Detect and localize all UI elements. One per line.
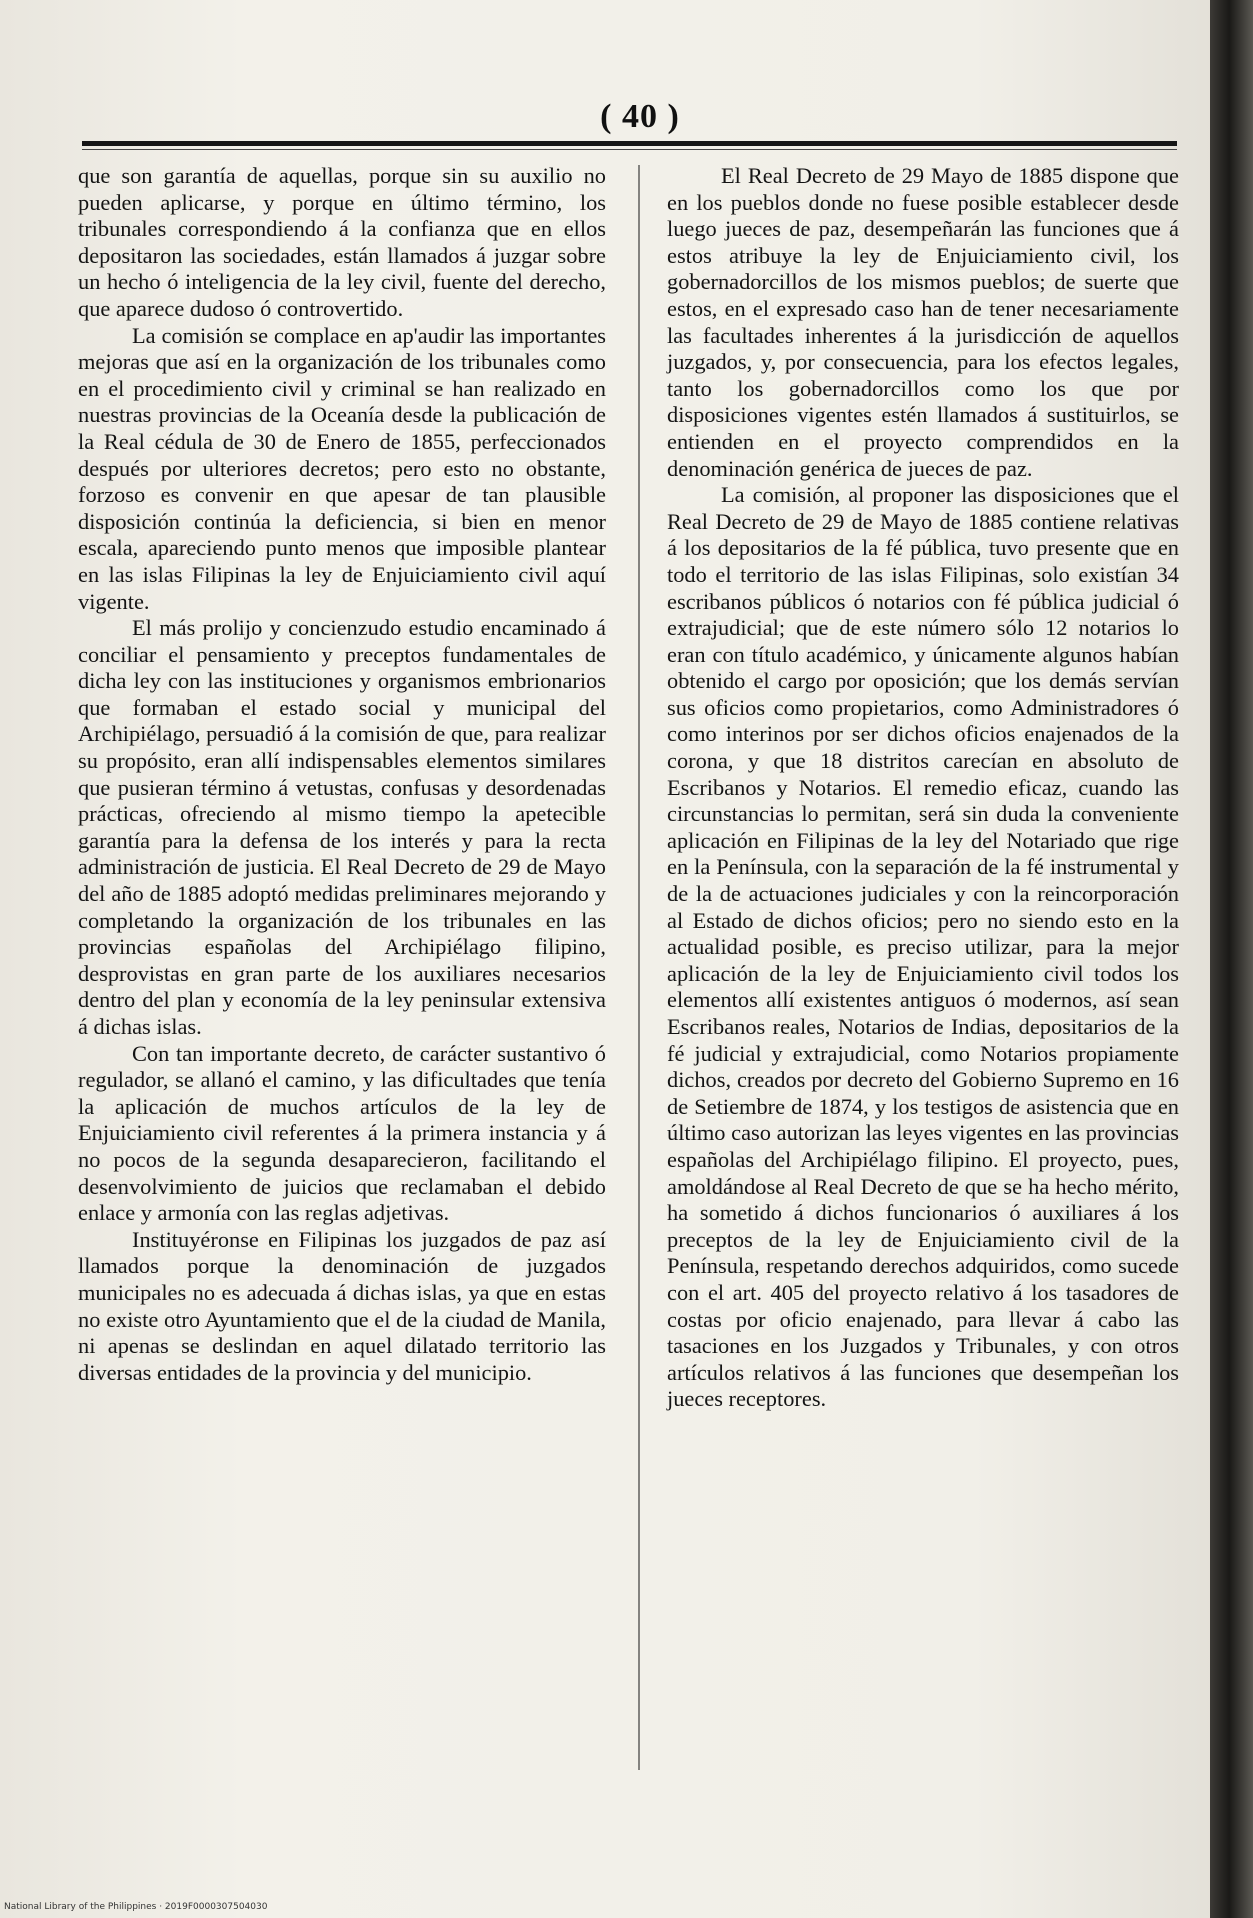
header-rule-thin [82, 149, 1177, 150]
left-paragraph-1: que son garantía de aquellas, porque sin su auxilio no pueden aplicarse, y porque en último término, los tribunales correspondiendo á la confianza que en ellos depositaron las sociedades, están llamados á juzgar sobre un hecho ó inteligencia de la ley civil, fuente del derecho, que aparece dudoso ó controvertido. [78, 163, 606, 321]
header-rule [82, 141, 1177, 146]
page-number: ( 40 ) [600, 98, 680, 135]
left-paragraph-2: La comisión se complace en ap'audir las importantes mejoras que así en la organización de los tribunales como en el procedimiento civil y criminal se han realizado en nuestras provincias de la Oceanía desde la publicación de la Real cédula de 30 de Enero de 1855, perfeccionados después por ulteriores decretos; pero esto no obstante, forzoso es convenir en que apesar de tan plausible disposición continúa la deficiencia, si bien en menor escala, apareciendo punto menos que imposible plantear en las islas Filipinas la ley de Enjuiciamiento civil aquí vigente. [78, 322, 606, 614]
book-binding-edge [1210, 0, 1253, 1918]
right-paragraph-1: El Real Decreto de 29 Mayo de 1885 dispone que en los pueblos donde no fuese posible establecer desde luego jueces de paz, desempeñarán las funciones que á estos atribuye la ley de Enjuiciamiento civil, los gobernadorcillos de los mismos pueblos; de suerte que estos, en el expresado caso han de tener necesariamente las facultades inherentes á la jurisdicción de aquellos juzgados, y, por consecuencia, para los efectos legales, tanto los gobernadorcillos como los que por disposiciones vigentes estén llamados á sustituirlos, se entienden en el proyecto comprendidos en la denominación genérica de jueces de paz. [667, 163, 1179, 481]
right-column [667, 163, 1179, 1413]
right-paragraph-2: La comisión, al proponer las disposiciones que el Real Decreto de 29 de Mayo de 1885 contiene relativas á los depositarios de la fé pública, tuvo presente que en todo el territorio de las islas Filipinas, solo existían 34 escribanos públicos ó notarios con fé pública judicial ó extrajudicial; que de este número sólo 12 notarios lo eran con título académico, y únicamente algunos habían obtenido el cargo por oposición; que los demás servían sus oficios como propietarios, como Administradores ó como interinos por ser dichos oficios enajenados de la corona, y que 18 distritos carecían en absoluto de Escribanos y Notarios. El remedio eficaz, cuando las circunstancias lo permitan, será sin duda la conveniente aplicación en Filipinas de la ley del Notariado que rige en la Península, con la separación de la fé instrumental y de la de actuaciones judiciales y con la reincorporación al Estado de dichos oficios; pero no siendo esto en la actualidad posible, es preciso utilizar, para la mejor aplicación de la ley de Enjuiciamiento civil todos los elementos allí existentes antiguos ó modernos, así sean Escribanos reales, Notarios de Indias, depositarios de la fé judicial y extrajudicial, como Notarios propiamente dichos, creados por decreto del Gobierno Supremo en 16 de Setiembre de 1874, y los testigos de asistencia que en último caso autorizan las leyes vigentes en las provincias españolas del Archipiélago filipino. El proyecto, pues, amoldándose al Real Decreto de que se ha hecho mérito, ha sometido á dichos funcionarios ó auxiliares á los preceptos de la ley de Enjuiciamiento civil de la Península, respetando derechos adquiridos, como sucede con el art. 405 del proyecto relativo á los tasadores de costas por oficio enajenado, para llevar á cabo las tasaciones en los Juzgados y Tribunales, y con otros artículos relativos á las funciones que desempeñan los jueces receptores. [667, 482, 1179, 1412]
left-column [78, 163, 606, 1386]
left-paragraph-3: El más prolijo y concienzudo estudio encaminado á conciliar el pensamiento y preceptos fundamentales de dicha ley con las instituciones y organismos embrionarios que formaban el estado social y municipal del Archipiélago, persuadió á la comisión de que, para realizar su propósito, eran allí indispensables elementos similares que pusieran término á vetustas, confusas y desordenadas prácticas, ofreciendo al mismo tiempo la apetecible garantía para la defensa de los interés y para la recta administración de justicia. El Real Decreto de 29 de Mayo del año de 1885 adoptó medidas preliminares mejorando y completando la organización de los tribunales en las provincias españolas del Archipiélago filipino, desprovistas en gran parte de los auxiliares necesarios dentro del plan y economía de la ley peninsular extensiva á dichas islas. [78, 615, 606, 1039]
left-paragraph-4: Con tan importante decreto, de carácter sustantivo ó regulador, se allanó el camino, y las dificultades que tenía la aplicación de muchos artículos de la ley de Enjuiciamiento civil referentes á la primera instancia y á no pocos de la segunda desaparecieron, facilitando el desenvolvimiento de juicios que reclamaban el debido enlace y armonía con las reglas adjetivas. [78, 1040, 606, 1226]
footer-credit: National Library of the Philippines · 2019F0000307504030 [4, 1902, 268, 1912]
column-divider [638, 165, 640, 1770]
left-paragraph-5: Instituyéronse en Filipinas los juzgados de paz así llamados porque la denominación de juzgados municipales no es adecuada á dichas islas, ya que en estas no existe otro Ayuntamiento que el de la ciudad de Manila, ni apenas se deslindan en aquel dilatado territorio las diversas entidades de la provincia y del municipio. [78, 1226, 606, 1385]
